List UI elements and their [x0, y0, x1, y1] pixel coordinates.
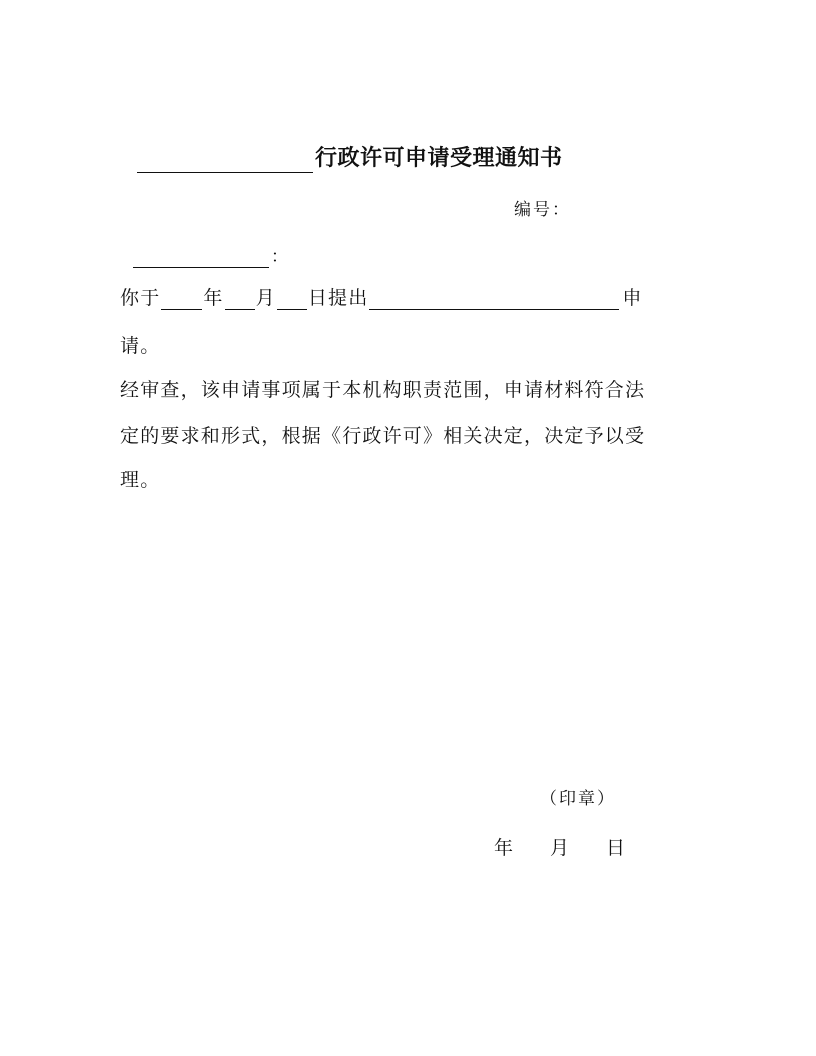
recipient-row — [133, 244, 288, 268]
recipient-colon: ： — [271, 247, 288, 267]
paragraph1-line2 — [120, 334, 160, 358]
paragraph1-year: 年 — [203, 287, 224, 309]
seal-label: （印章） — [540, 789, 616, 809]
day-blank — [277, 289, 307, 310]
date-month: 月 — [550, 837, 570, 859]
date-year: 年 — [494, 837, 514, 859]
document-title: 行政许可申请受理通知书 — [315, 146, 563, 171]
paragraph1-month: 月 — [255, 287, 276, 309]
paragraph2-line2 — [120, 424, 645, 448]
paragraph2-text-line1: 经审查，该申请事项属于本机构职责范围，申请材料符合法 — [120, 379, 646, 401]
paragraph1-intro: 你于 — [120, 287, 161, 309]
paragraph2-line1 — [120, 378, 645, 402]
document-number-label: 编号： — [514, 200, 571, 220]
signature-date — [494, 835, 625, 861]
application-item-blank — [369, 289, 619, 310]
paragraph2-line3 — [120, 468, 160, 492]
paragraph1-suffix: 申 — [622, 287, 643, 309]
paragraph1-line1 — [120, 286, 643, 310]
month-blank — [225, 289, 255, 310]
paragraph2-text-line2: 定的要求和形式，根据《行政许可》相关决定，决定予以受 — [120, 425, 646, 447]
year-blank — [161, 289, 202, 310]
paragraph1-day: 日提出 — [307, 287, 369, 309]
recipient-blank-line — [133, 247, 269, 268]
paragraph2-text-line3: 理。 — [120, 469, 161, 491]
date-day: 日 — [606, 837, 626, 859]
paragraph1-continuation: 请。 — [120, 335, 161, 357]
title-row — [137, 141, 563, 173]
title-blank-line — [137, 148, 313, 173]
